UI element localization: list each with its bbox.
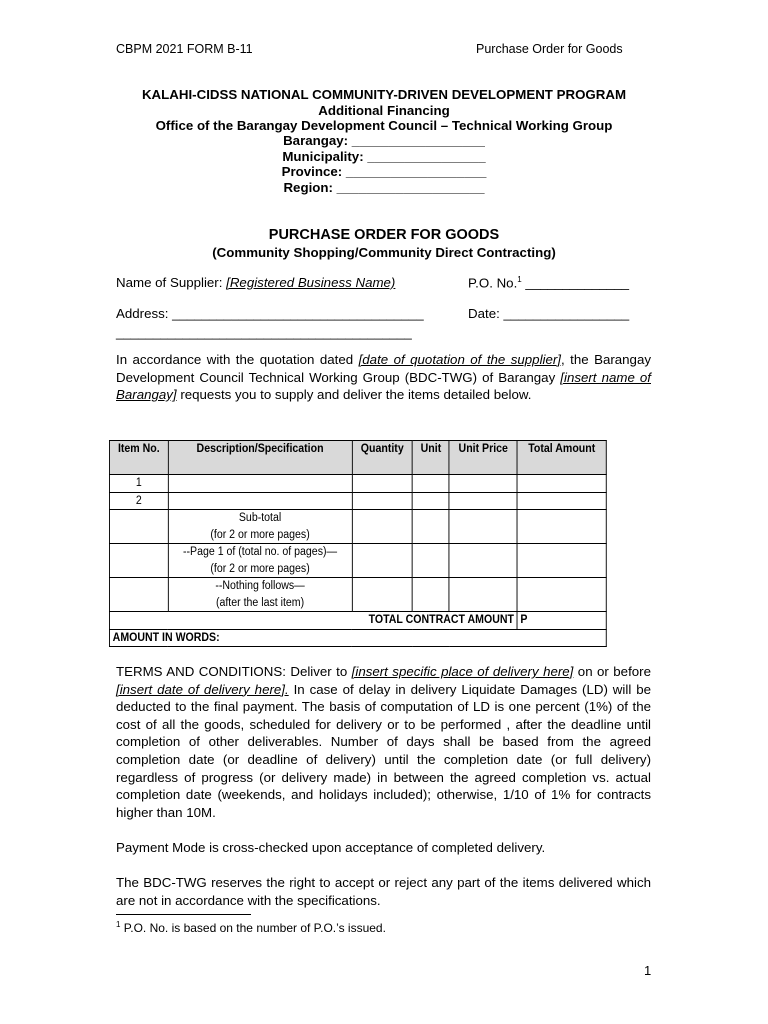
delivery-date-placeholder: [insert date of delivery here]. — [116, 681, 289, 697]
reserve-paragraph: The BDC-TWG reserves the right to accept or reject any part of the items delivered which are not in accordance with the specifications. — [116, 875, 651, 908]
nothing-follows-cell — [168, 578, 352, 612]
items-table — [109, 440, 607, 647]
barangay-field: Barangay: __________________ — [283, 133, 485, 148]
supplier-label: Name of Supplier: — [116, 275, 227, 290]
po-footnote-mark: 1 — [517, 275, 522, 284]
nothing-follows-note: (after the last item) — [215, 596, 305, 609]
amount-in-words-label: AMOUNT IN WORDS: — [109, 629, 606, 647]
col-header-description: Description/Specification — [168, 441, 352, 475]
program-subtitle: Additional Financing — [318, 103, 450, 118]
col-header-item-no: Item No. — [109, 441, 168, 475]
amount-in-words-row — [109, 629, 606, 647]
po-label: P.O. No. — [468, 275, 518, 291]
footnote-text: P.O. No. is based on the number of P.O.’s issued. — [120, 921, 386, 935]
footnote-divider — [116, 914, 251, 915]
subtotal-cell — [168, 510, 352, 544]
table-row — [109, 492, 606, 510]
province-field: Province: ___________________ — [281, 164, 487, 179]
form-id: CBPM 2021 FORM B-11 — [116, 42, 253, 56]
intro-text-1: In accordance with the quotation dated — [116, 352, 359, 367]
total-row — [109, 612, 606, 630]
page-count-row — [109, 544, 606, 578]
po-number-field — [468, 275, 629, 290]
supplier-field — [116, 275, 395, 290]
page-title: PURCHASE ORDER FOR GOODS — [268, 227, 500, 243]
nothing-follows-row — [109, 578, 606, 612]
quotation-date-placeholder: [date of quotation of the supplier] — [358, 352, 562, 367]
intro-text-3: requests you to supply and deliver the items detailed below. — [176, 387, 532, 403]
payment-paragraph: Payment Mode is cross-checked upon acceptance of completed delivery. — [116, 840, 546, 855]
nothing-follows-label: --Nothing follows— — [215, 580, 305, 592]
col-header-unit: Unit — [413, 441, 450, 475]
subtotal-label: Sub-total — [238, 512, 282, 524]
barangay-name-placeholder: [insert name of Barangay] — [116, 369, 651, 403]
office-name: Office of the Barangay Development Council – Technical Working Group — [155, 118, 613, 133]
terms-text-1: TERMS AND CONDITIONS: Deliver to — [116, 664, 352, 679]
intro-paragraph — [116, 351, 651, 404]
terms-text-2: on or before — [573, 664, 651, 679]
delivery-place-placeholder: [insert specific place of delivery here] — [351, 664, 574, 679]
region-field: Region: ____________________ — [283, 180, 485, 195]
terms-text-3: In case of delay in delivery Liquidate Damages (LD) will be deducted to the final payment. The basis of computation of LD is one percent (1%) of the cost of all the goods, scheduled for delivery or to be performed , after the deadline until completion of other deliverables. Number of days shall be based from the agreed completion date (or deadline of delivery) until the completion date (or full delivery) regardless of progress (or delivery made) in between the agreed completion vs. actual completion date (weekends, and holidays included); otherwise, 1/10 of 1% for contracts higher than 10M. — [116, 681, 651, 820]
terms-paragraph — [116, 663, 651, 821]
date-field: Date: _________________ — [468, 306, 630, 321]
program-name: KALAHI-CIDSS NATIONAL COMMUNITY-DRIVEN DEVELOPMENT PROGRAM — [141, 87, 627, 102]
address-field: Address: __________________________________ — [116, 306, 424, 321]
page-count-label: --Page 1 of (total no. of pages)— — [183, 546, 338, 558]
page-count-note: (for 2 or more pages) — [210, 562, 310, 575]
footnote — [116, 920, 386, 935]
total-contract-amount-value: P — [517, 612, 606, 630]
total-contract-amount-label: TOTAL CONTRACT AMOUNT — [109, 612, 517, 630]
footnote-mark: 1 — [116, 920, 121, 929]
page-number: 1 — [644, 963, 652, 978]
form-title: Purchase Order for Goods — [476, 42, 623, 56]
item-number-cell: 1 — [109, 475, 168, 493]
page-subtitle: (Community Shopping/Community Direct Contracting) — [212, 245, 556, 260]
col-header-quantity: Quantity — [352, 441, 413, 475]
item-number-cell: 2 — [109, 492, 168, 510]
po-blank: ______________ — [521, 275, 629, 291]
address-line-2: ________________________________________ — [116, 325, 412, 340]
table-row — [109, 475, 606, 493]
col-header-unit-price: Unit Price — [449, 441, 517, 475]
supplier-value: [Registered Business Name) — [226, 275, 396, 290]
municipality-field: Municipality: ________________ — [282, 149, 486, 164]
intro-text-2: , the Barangay Development Council Technical Working Group (BDC-TWG) of Barangay — [116, 352, 651, 385]
subtotal-row — [109, 510, 606, 544]
table-header-row — [109, 441, 606, 475]
page-count-cell — [168, 544, 352, 578]
col-header-total-amount: Total Amount — [517, 441, 606, 475]
subtotal-note: (for 2 or more pages) — [210, 528, 310, 541]
